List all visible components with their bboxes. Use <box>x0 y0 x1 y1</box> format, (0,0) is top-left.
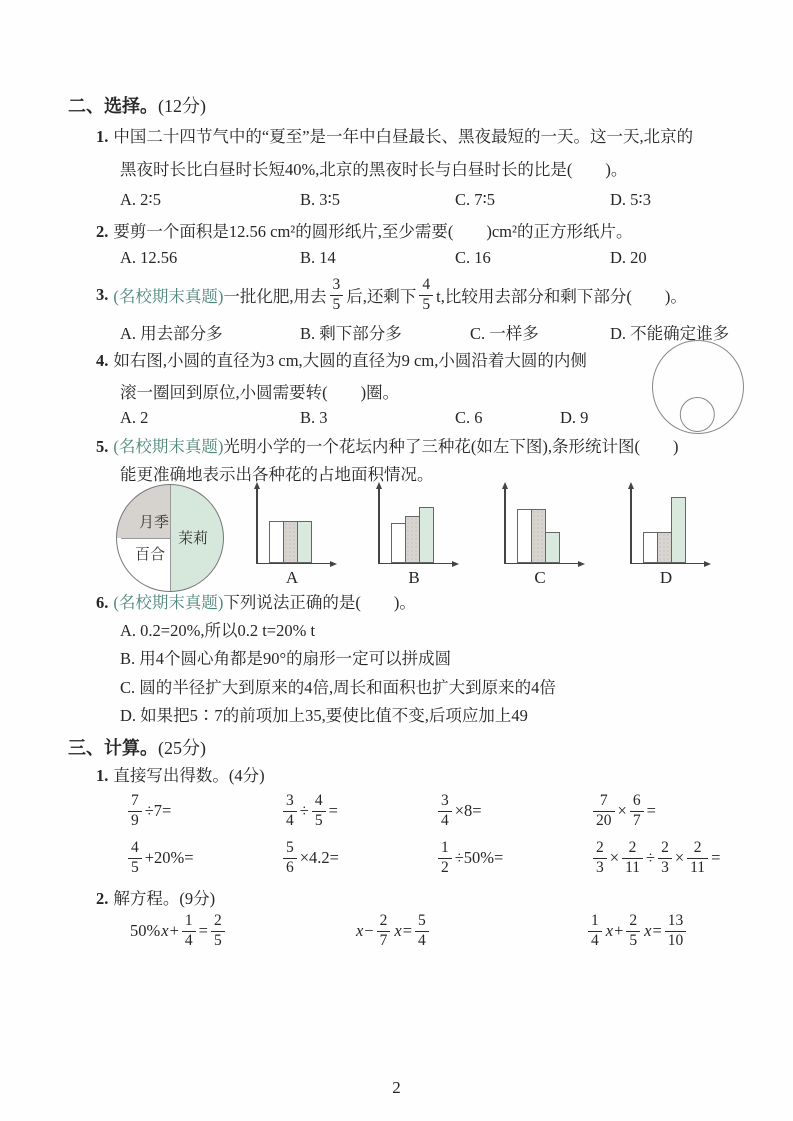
variable-x: x <box>394 921 402 940</box>
axis-arrow-right-icon <box>452 561 459 567</box>
question-5-line-1 <box>96 434 678 460</box>
question-3-tag: (名校期末真题) <box>113 287 224 306</box>
section-2-title-text: 二、选择。 <box>68 96 158 116</box>
section-3-score: (25分) <box>158 738 206 758</box>
pie-divider-horizontal <box>121 538 170 539</box>
small-circle <box>680 397 715 432</box>
calc-expression: $\frac{1}{2}$ ÷50%= <box>435 839 590 877</box>
question-3-number: 3. <box>96 285 109 304</box>
page-number: 2 <box>392 1078 401 1097</box>
y-axis <box>378 488 380 564</box>
fraction: $\frac{1}{2}$ <box>438 839 452 877</box>
fraction: $\frac{2}{5}$ <box>211 912 225 950</box>
circles-figure <box>652 340 744 434</box>
question-3-options <box>120 320 729 344</box>
question-1-line-1 <box>96 124 693 150</box>
equations-row <box>130 906 689 956</box>
question-6-text: 下列说法正确的是( )。 <box>223 593 416 612</box>
question-2-line-1 <box>96 219 632 245</box>
bar-chart-d-plot <box>620 486 712 564</box>
option-a: A. 2∶5 <box>120 190 161 209</box>
calc-expression: $\frac{3}{4}$ ÷ $\frac{4}{5}$ = <box>280 792 435 830</box>
question-5-text-2: 能更准确地表示出各种花的占地面积情况。 <box>120 465 434 484</box>
bar-chart-b <box>368 486 460 590</box>
bar <box>419 507 434 562</box>
section-2-score: (12分) <box>158 96 206 116</box>
calc-expression: $\frac{7}{9}$ ÷7= <box>125 792 280 830</box>
x-axis <box>256 563 330 565</box>
question-1-text-1: 中国二十四节气中的“夏至”是一年中白昼最长、黑夜最短的一天。这一天,北京的 <box>113 127 694 146</box>
calc-subtitle-1-text: 直接写出得数。(4分) <box>113 766 265 785</box>
fraction: $\frac{7}{20}$ <box>593 792 615 830</box>
fraction: $\frac{7}{9}$ <box>128 792 142 830</box>
option-a: A. 12.56 <box>120 248 178 267</box>
calc-expression: $\frac{7}{20}$ × $\frac{6}{7}$ = <box>590 792 656 830</box>
question-4-options <box>120 408 588 428</box>
chart-label: D <box>659 568 673 587</box>
question-3-line <box>96 272 687 318</box>
x-axis <box>378 563 452 565</box>
bar <box>657 532 672 563</box>
bar <box>283 521 298 562</box>
question-6-option-c: C. 圆的半径扩大到原来的4倍,周长和面积也扩大到原来的4倍 <box>120 678 556 697</box>
fraction: $\frac{3}{4}$ <box>438 792 452 830</box>
question-2-number: 2. <box>96 222 109 241</box>
bars <box>517 493 559 563</box>
calc-subtitle-2-text: 解方程。(9分) <box>113 889 216 908</box>
section-2-title <box>68 92 206 118</box>
fraction: $\frac{2}{11}$ <box>687 839 708 877</box>
bar-chart-d <box>620 486 712 590</box>
option-c: C. 7∶5 <box>455 190 496 209</box>
option-c: C. 6 <box>455 408 483 427</box>
option-d: D. 不能确定谁多 <box>610 324 730 343</box>
chart-label: C <box>534 568 546 587</box>
option-c: C. 16 <box>455 248 491 267</box>
fraction: $\frac{2}{11}$ <box>622 839 643 877</box>
bar-chart-a-plot <box>246 486 338 564</box>
section-3-title <box>68 734 206 760</box>
axis-arrow-up-icon <box>628 482 634 489</box>
question-6-option-d: D. 如果把5∶7的前项加上35,要使比值不变,后项应加上49 <box>120 706 528 725</box>
option-b: B. 剩下部分多 <box>300 324 402 343</box>
fraction: $\frac{4}{5}$ <box>128 839 142 877</box>
question-4-text-2: 滚一圈回到原位,小圆需要转( )圈。 <box>120 383 400 402</box>
fraction: $\frac{6}{7}$ <box>630 792 644 830</box>
axis-arrow-right-icon <box>330 561 337 567</box>
fraction: $\frac{1}{4}$ <box>588 912 602 950</box>
axis-arrow-up-icon <box>254 482 260 489</box>
option-d: D. 20 <box>610 248 647 267</box>
option-c: C. 一样多 <box>470 324 539 343</box>
bars <box>643 493 685 563</box>
chart-label: B <box>408 568 420 587</box>
variable-x: x <box>644 921 652 940</box>
fraction: $\frac{2}{3}$ <box>658 839 672 877</box>
question-1-number: 1. <box>96 127 109 146</box>
calc-subtitle-2-number: 2. <box>96 889 109 908</box>
option-b: B. 14 <box>300 248 336 267</box>
bar-chart-c <box>494 486 586 590</box>
question-4-text-1: 如右图,小圆的直径为3 cm,大圆的直径为9 cm,小圆沿着大圆的内侧 <box>113 351 587 370</box>
axis-arrow-up-icon <box>502 482 508 489</box>
bar <box>531 509 546 562</box>
fraction: $\frac{5}{6}$ <box>283 839 297 877</box>
question-2-options <box>120 248 647 268</box>
question-3-text-2: 后,还剩下 <box>346 287 417 306</box>
variable-x: x <box>356 921 364 940</box>
bar <box>391 523 406 562</box>
equation: 50% x + $\frac{1}{4}$ = $\frac{2}{5}$ <box>130 912 355 950</box>
question-1-text-2: 黑夜时长比白昼时长短40%,北京的黑夜时长与白昼时长的比是( )。 <box>120 160 628 179</box>
bar-chart-b-plot <box>368 486 460 564</box>
pie-divider-vertical <box>170 485 171 591</box>
calc-subtitle-1-number: 1. <box>96 766 109 785</box>
question-6-line <box>96 590 416 616</box>
question-1-options <box>120 190 651 210</box>
question-5-tag: (名校期末真题) <box>113 437 224 456</box>
equation: $\frac{1}{4}$ x + $\frac{2}{5}$ x = $\frac{13}{10}$ <box>585 912 689 950</box>
question-6-option-b: B. 用4个圆心角都是90°的扇形一定可以拼成圆 <box>120 649 452 668</box>
question-4-line-2 <box>120 380 399 406</box>
y-axis <box>504 488 506 564</box>
fraction: $\frac{5}{4}$ <box>415 912 429 950</box>
bar <box>643 532 658 563</box>
question-6-tag: (名校期末真题) <box>113 593 224 612</box>
question-6-number: 6. <box>96 593 109 612</box>
y-axis <box>256 488 258 564</box>
bar <box>269 521 284 562</box>
bar <box>545 532 560 563</box>
calc-expression: $\frac{2}{3}$ × $\frac{2}{11}$ ÷ $\frac{2}{3}$ × $\frac{2}{11}$ = <box>590 839 720 877</box>
fraction: $\frac{2}{5}$ <box>626 912 640 950</box>
option-b: B. 3 <box>300 408 328 427</box>
x-axis <box>504 563 578 565</box>
fraction: $\frac{13}{10}$ <box>665 912 687 950</box>
pie-chart <box>116 484 224 592</box>
pie-label-jasmine: 茉莉 <box>178 531 209 547</box>
question-5-figures <box>0 484 793 594</box>
bars <box>391 493 433 563</box>
axis-arrow-right-icon <box>704 561 711 567</box>
option-d: D. 9 <box>560 408 589 427</box>
question-2-text-1: 要剪一个面积是12.56 cm²的圆形纸片,至少需要( )cm²的正方形纸片。 <box>113 222 633 241</box>
calc-expression: $\frac{4}{5}$ +20%= <box>125 839 280 877</box>
bar <box>517 509 532 562</box>
fraction: $\frac{3}{4}$ <box>283 792 297 830</box>
y-axis <box>630 488 632 564</box>
equation: x − $\frac{2}{7}$ x = $\frac{5}{4}$ <box>355 912 585 950</box>
calc-row-2 <box>125 835 720 881</box>
fraction: $\frac{2}{3}$ <box>593 839 607 877</box>
question-3-text-3: t,比较用去部分和剩下部分( )。 <box>436 287 687 306</box>
question-6-option-a: A. 0.2=20%,所以0.2 t=20% t <box>120 621 316 640</box>
axis-arrow-up-icon <box>376 482 382 489</box>
option-a: A. 2 <box>120 408 149 427</box>
section-3-title-text: 三、计算。 <box>68 738 158 758</box>
variable-x: x <box>605 921 614 940</box>
bar <box>405 516 420 562</box>
fraction: $\frac{2}{7}$ <box>377 912 391 950</box>
chart-label: A <box>285 568 299 587</box>
question-5-number: 5. <box>96 437 109 456</box>
bar <box>671 497 686 562</box>
option-b: B. 3∶5 <box>300 190 341 209</box>
option-a: A. 用去部分多 <box>120 324 223 343</box>
question-1-line-2 <box>120 157 627 183</box>
calc-subtitle-1 <box>96 763 265 789</box>
bars <box>269 493 311 563</box>
calc-row-1 <box>125 788 656 834</box>
fraction: $\frac{3}{5}$ <box>330 276 344 314</box>
fraction: $\frac{1}{4}$ <box>182 912 196 950</box>
calc-expression: $\frac{3}{4}$ ×8= <box>435 792 590 830</box>
pie-label-rose: 月季 <box>139 515 170 531</box>
x-axis <box>630 563 704 565</box>
pie-label-lily: 百合 <box>135 547 166 563</box>
bar-chart-c-plot <box>494 486 586 564</box>
fraction: $\frac{4}{5}$ <box>419 276 433 314</box>
bar-chart-a <box>246 486 338 590</box>
question-5-text-1: 光明小学的一个花坛内种了三种花(如左下图),条形统计图( ) <box>223 437 679 456</box>
option-d: D. 5∶3 <box>610 190 651 209</box>
calc-expression: $\frac{5}{6}$ ×4.2= <box>280 839 435 877</box>
axis-arrow-right-icon <box>578 561 585 567</box>
bar <box>297 521 312 562</box>
fraction: $\frac{4}{5}$ <box>312 792 326 830</box>
question-4-number: 4. <box>96 351 109 370</box>
variable-x: x <box>161 921 169 940</box>
question-3-text-1: 一批化肥,用去 <box>223 287 327 306</box>
question-4-line-1 <box>96 348 587 374</box>
